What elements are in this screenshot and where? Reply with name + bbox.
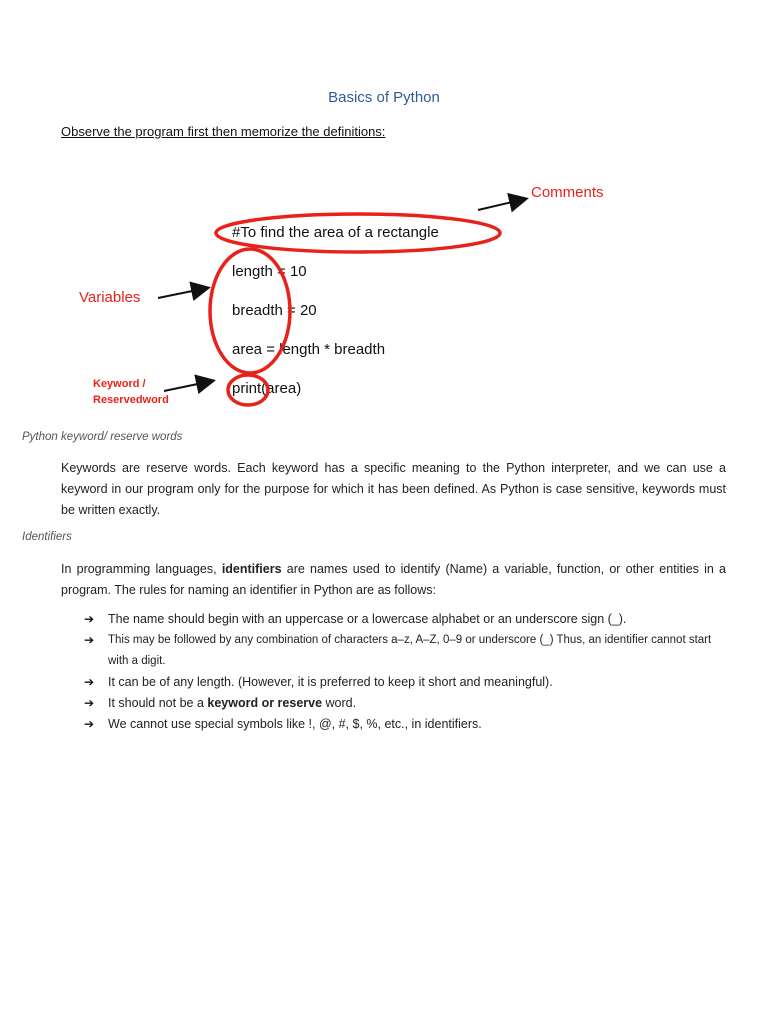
label-comments: Comments [531,184,604,201]
keyword-ellipse [228,375,268,405]
comments-arrow-icon [478,199,525,210]
rule-text: We cannot use special symbols like !, @, #, $, %, etc., in identifiers. [108,717,482,731]
annotation-overlay [0,170,768,420]
code-line-area: area = length * breadth [232,341,386,358]
label-keyword-line2: Reservedword [93,394,169,406]
rule-text: The name should begin with an uppercase or a lowercase alphabet or an underscore sign (_). [108,612,627,626]
code-line-comment: #To find the area of a rectangle [232,224,439,241]
variables-arrow-icon [158,288,207,298]
code-line-breadth: breadth = 20 [232,302,317,319]
list-item [84,672,734,693]
label-keyword-line1: Keyword / [93,378,146,390]
right-arrow-icon: ➔ [84,717,95,731]
code-diagram [0,170,768,420]
identifiers-paragraph [61,559,726,601]
code-line-length: length = 10 [232,263,307,280]
list-item [84,693,734,714]
page-title: Basics of Python [328,89,440,106]
rule-text-pre: It should not be a [108,696,204,710]
rule-text-bold: keyword or reserve [207,696,323,710]
rule-text: This may be followed by any combination of characters a–z, A–Z, 0–9 or underscore (_) Thus, an identifier cannot start with a digit. [108,634,712,667]
right-arrow-icon: ➔ [84,633,95,647]
rule-text-post: word. [325,696,357,710]
rule-text: It can be of any length. (However, it is preferred to keep it short and meaningful). [108,675,553,689]
variables-ellipse [210,249,290,373]
identifiers-post: are names used to identify (Name) a variable, function, or other entities in a program. The rules for naming an identifier in Python are as follows: [61,562,726,597]
comment-ellipse [216,214,500,252]
instruction-text: Observe the program first then memorize the definitions: [61,124,386,139]
right-arrow-icon: ➔ [84,696,95,710]
identifiers-pre: In programming languages, [61,562,217,576]
keyword-arrow-icon [164,381,212,391]
right-arrow-icon: ➔ [84,612,95,626]
list-item [84,609,734,630]
identifiers-heading: Identifiers [22,531,72,543]
identifier-rules-list [84,609,734,735]
right-arrow-icon: ➔ [84,675,95,689]
label-variables: Variables [79,289,141,306]
keywords-paragraph: Keywords are reserve words. Each keyword has a specific meaning to the Python interpreter, and we can use a keyword in our program only for the purpose for which it has been defined. As Python is case sensitive, keywords must be written exactly. [61,461,726,517]
list-item [84,630,734,672]
keywords-heading: Python keyword/ reserve words [22,431,183,443]
identifiers-bold: identifiers [221,562,282,576]
code-line-print: print(area) [232,380,302,397]
list-item [84,714,734,735]
